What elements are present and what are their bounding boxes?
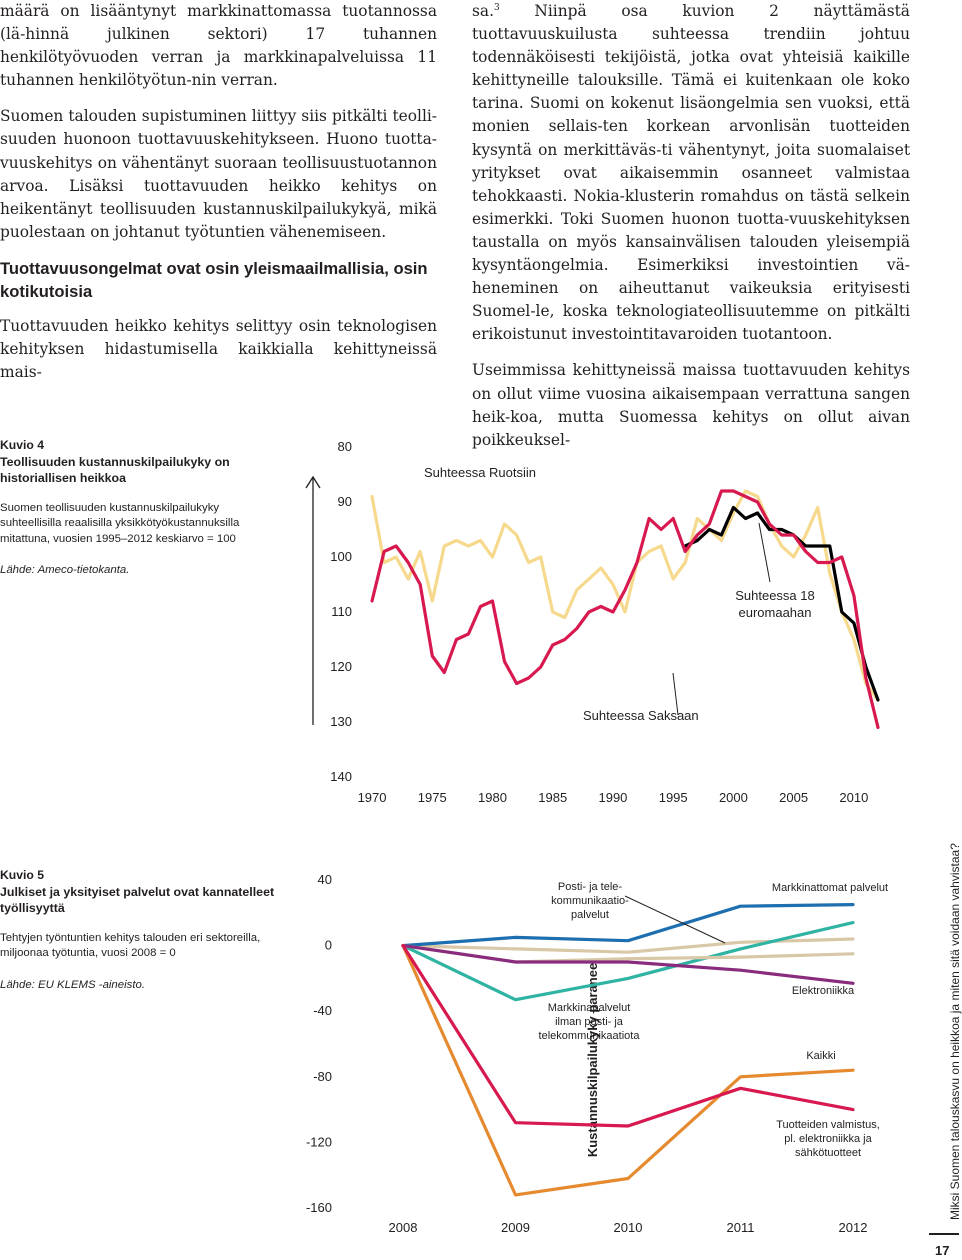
- x-tick-label: 2008: [388, 1220, 418, 1235]
- figure4-caption: [0, 438, 260, 579]
- x-tick-label: 2011: [726, 1220, 755, 1235]
- y-tick-label: -40: [313, 1003, 332, 1019]
- annotation-all: Kaikki: [806, 1050, 836, 1062]
- article-right-column: [472, 0, 910, 465]
- figure-label: Kuvio 5: [0, 868, 45, 882]
- x-tick-label: 2005: [779, 790, 809, 805]
- annotation-market-services: Markkinapalvelut ilman posti- ja telekommunikaatiota: [538, 1002, 640, 1042]
- y-tick-label: -80: [313, 1068, 332, 1084]
- annotation-manufacturing: Tuotteiden valmistus, pl. elektroniikka ja sähkötuotteet: [776, 1119, 880, 1159]
- figure-label: Kuvio 4: [0, 438, 45, 452]
- paragraph: Useimmissa kehittyneissä maissa tuottavuuden kehitys on ollut viime vuosina aikaisempaan verrattuna sangen heik-koa, mutta Suomessa kehitys on ollut aivan poikkeuksel-: [472, 361, 910, 449]
- figure-source: Lähde: EU KLEMS -aineisto.: [0, 978, 145, 991]
- x-axis: [358, 790, 869, 805]
- y-axis-label: Kustannuskilpailukyky paranee: [585, 962, 600, 1158]
- text: sa.: [472, 2, 494, 20]
- y-tick-label: 100: [330, 549, 352, 564]
- text: Niinpä osa kuvion 2 näyttämästä tuottavuuskuilusta suhteessa trendiin johtuu todennäköisesti tekijöistä, jotka ovat yhteisiä kaikille kehittyneille talouksille. Tämä ei kuitenkaan ole koko tarina. Suomi on kokenut lisäongelmia sen vuoksi, että monien sellais-ten korkean arvonlisän tuotteiden kysyntä on merkittäväs-ti vähentynyt, joita suomalaiset yritykset ovat aikaisemmin osanneet valmistaa tehokkaasti. Nokia-klusterin romahdus on tästä selkein esimerkki. Toki Suomen huonon tuotta-vuuskehityksen taustalla on myös kansainvälisen talouden yleisempiä kysyntäongelmia. Esimerkiksi investointien vä-heneminen on aiheuttanut vaikeuksia erityisesti Suomel-le, koska teknologiateollisuutemme on pitkälti erikoistunut investointitavaroiden tuotantoon.: [472, 2, 910, 344]
- x-tick-label: 1990: [598, 790, 628, 805]
- annotation-electronics: Elektroniikka: [791, 985, 855, 997]
- footnote-ref: 3: [493, 2, 500, 13]
- y-tick-label: 0: [324, 937, 332, 953]
- x-axis: [389, 1220, 868, 1235]
- figure-source: Lähde: Ameco-tietokanta.: [0, 564, 130, 576]
- page-number-rule: [929, 1233, 959, 1235]
- series-line-tuotteiden-valmistus-pl-elektroniikka-ja-sahkotuotteet: [403, 946, 853, 1195]
- figure5-chart: [280, 860, 920, 1240]
- paragraph: Suomen talouden supistuminen liittyy siis pitkälti teolli-suuden huonoon tuottavuuskehitykseen. Huono tuotta-vuuskehitys on vähentänyt suoraan teollisuustuotannon arvoa. Lisäksi tuottavuuden heikko kehitys on heikentänyt teollisuuden kustannuskilpailukykyä, mikä puolestaan on johtanut työtuntien vähenemiseen.: [0, 107, 437, 241]
- section-heading: Tuottavuusongelmat ovat osin yleismaailmallisia, osin kotikutoisia: [0, 258, 428, 301]
- y-axis: [306, 872, 332, 1215]
- y-tick-label: 110: [331, 604, 352, 619]
- y-tick-label: 80: [337, 439, 352, 454]
- paragraph: [472, 0, 910, 346]
- figure-title: Julkiset ja yksityiset palvelut ovat kannatelleet työllisyyttä: [0, 884, 275, 915]
- figure-description: Tehtyjen työntuntien kehitys talouden eri sektoreilla, miljoonaa työtuntia, vuosi 2008 = 0: [0, 931, 261, 959]
- figure-title: Teollisuuden kustannuskilpailukyky on historiallisen heikkoa: [0, 454, 230, 485]
- figure5-caption: [0, 868, 280, 993]
- y-tick-label: -160: [305, 1200, 332, 1215]
- running-title: Miksi Suomen talouskasvu on heikkoa ja miten sitä voidaan vahvistaa?: [948, 843, 962, 1220]
- annotation-germany: Suhteessa Saksaan: [583, 708, 699, 723]
- y-tick-label: 140: [330, 769, 352, 784]
- x-tick-label: 1970: [357, 790, 387, 805]
- figure-description: Suomen teollisuuden kustannuskilpailukyky suhteellisilla reaalisilla yksikkötyökustannuksilla mitattuna, vuosien 1995–2012 keskiarvo = 100: [0, 501, 240, 545]
- x-tick-label: 1975: [417, 790, 447, 805]
- paragraph: määrä on lisääntynyt markkinattomassa tuotannossa (lä-hinnä julkinen sektori) 17 tuhannen henkilötyövuoden verran ja markkinapalveluissa 11 tuhannen henkilötyötun-nin verran.: [0, 2, 437, 90]
- x-tick-label: 1995: [658, 790, 688, 805]
- x-tick-label: 1985: [538, 790, 568, 805]
- y-tick-label: 90: [337, 494, 352, 509]
- y-axis: [330, 439, 352, 784]
- x-tick-label: 2012: [838, 1220, 868, 1235]
- y-tick-label: 130: [330, 714, 352, 729]
- x-tick-label: 2000: [718, 790, 748, 805]
- annotation-sweden: Suhteessa Ruotsiin: [424, 465, 537, 480]
- x-tick-label: 2009: [501, 1220, 530, 1235]
- y-tick-label: 40: [317, 872, 332, 887]
- x-tick-label: 1980: [478, 790, 507, 805]
- x-tick-label: 2010: [613, 1220, 643, 1235]
- x-tick-label: 2010: [839, 790, 869, 805]
- annotation-non-market: Markkinattomat palvelut: [771, 882, 889, 894]
- annotation-euro: Suhteessa 18 euromaahan: [735, 588, 815, 620]
- annotation-post-telecom: Posti- ja tele-kommunikaatio-palvelut: [551, 881, 629, 921]
- y-tick-label: 120: [330, 659, 352, 674]
- article-left-column: [0, 0, 437, 397]
- y-tick-label: -120: [305, 1134, 332, 1150]
- series-group: [403, 905, 853, 1195]
- up-arrow-icon: [306, 477, 320, 725]
- page-number: 17: [935, 1243, 950, 1258]
- paragraph: Tuottavuuden heikko kehitys selittyy osin teknologisen kehityksen hidastumisella kaikkialla kehittyneissä mais-: [0, 316, 437, 382]
